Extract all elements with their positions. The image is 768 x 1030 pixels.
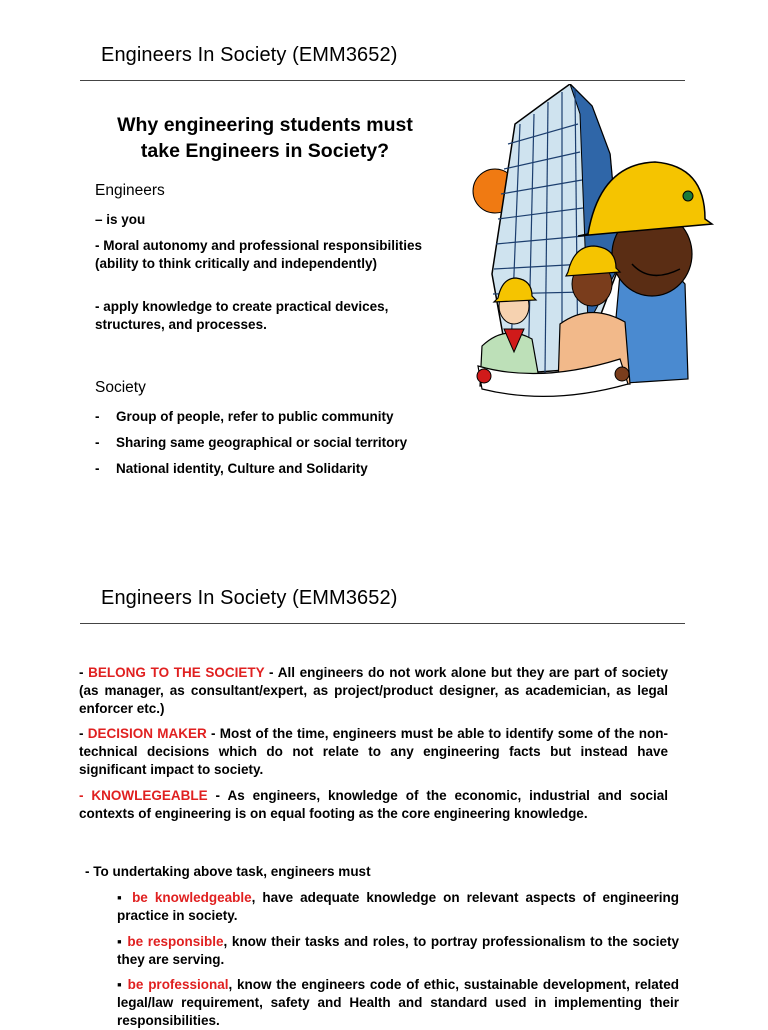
engineers-point-3: - apply knowledge to create practical devices, structures, and processes. xyxy=(95,299,389,332)
role-keyword: DECISION MAKER xyxy=(87,726,207,741)
engineers-point-2: - Moral autonomy and professional responsibilities (ability to think critically and independently) xyxy=(95,238,423,271)
role-keyword: KNOWLEGEABLE xyxy=(91,788,208,803)
role-belong-to-society: - BELONG TO THE SOCIETY - All engineers do not work alone but they are part of society (as manager, as consultant/expert, as project/product designer, as academician, as legal enforcer etc.) xyxy=(79,665,668,716)
slide2-divider xyxy=(80,623,685,624)
headline-line-2: take Engineers in Society? xyxy=(140,140,390,162)
square-bullet-icon: ▪ xyxy=(117,934,123,949)
must-be-knowledgeable: ▪ be knowledgeable, have adequate knowledge on relevant aspects of engineering practice in society. xyxy=(117,890,679,923)
square-bullet-icon: ▪ xyxy=(117,890,126,905)
role-knowlegeable: - KNOWLEGEABLE - As engineers, knowledge of the economic, industrial and social contexts of engineering is on equal footing as the core engineering knowledge. xyxy=(79,788,668,821)
headline-line-1: Why engineering students must xyxy=(117,114,413,136)
engineers-label: Engineers xyxy=(95,182,165,199)
slide1-divider xyxy=(80,80,685,81)
slide2-title: Engineers In Society (EMM3652) xyxy=(101,587,398,609)
role-decision-maker: - DECISION MAKER - Most of the time, engineers must be able to identify some of the non-technical decisions which do not relate to any engineering facts but instead have significant impact to society. xyxy=(79,726,668,777)
must-be-professional: ▪ be professional, know the engineers code of ethic, sustainable development, related legal/law requirement, safety and Health and standard used in implementing their responsibilities. xyxy=(117,977,679,1028)
society-label: Society xyxy=(95,379,146,396)
square-bullet-icon: ▪ xyxy=(117,977,123,992)
slide1-headline xyxy=(90,112,440,164)
engineers-point-1: – is you xyxy=(95,212,146,227)
role-keyword: BELONG TO THE SOCIETY xyxy=(88,665,265,680)
slide1-title: Engineers In Society (EMM3652) xyxy=(101,44,398,66)
must-be-responsible: ▪ be responsible, know their tasks and roles, to portray professionalism to the society they are serving. xyxy=(117,934,679,967)
engineers-clipart-icon xyxy=(470,84,715,406)
task-intro: - To undertaking above task, engineers must xyxy=(85,864,371,879)
